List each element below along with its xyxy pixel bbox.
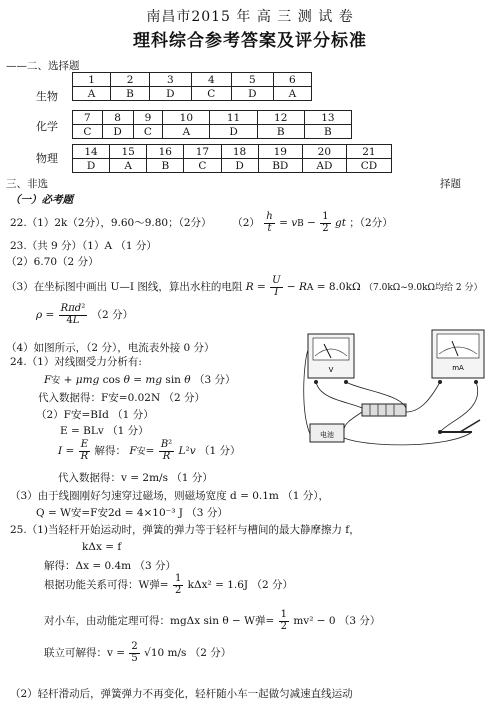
table-cell: 11 [210,111,257,125]
q24-part2a: （2）F安=BId （1 分） [36,409,154,421]
table-cell: C [184,159,221,173]
q25-eq3-pre: 根据功能关系可得：W弹= [44,579,169,591]
table-cell: BD [258,159,302,173]
q25-fraction-two-fifths: $\frac{2}{5}$ [131,641,138,664]
milliammeter-label: mA [452,364,464,372]
table-cell: 13 [304,111,351,125]
q25-eq2: 解得：Δx = 0.4m （3 分） [44,560,176,572]
table-cell: D [221,159,258,173]
q22-part2-pre: （2） [232,217,260,229]
q24-eq1-formula: F安 + μmg cos θ = mg sin θ [44,374,191,386]
table-cell: A [273,87,311,101]
page-title: 南昌市2015 年 高 三 测 试 卷 [146,9,354,25]
q23-rho-formula: ρ = $\frac{\text{Rπd²}}{4L}$ （2 分） [36,303,134,326]
q24-fraction-e-r: $\frac{E}{R}$ [80,439,89,462]
table-cell: B [147,159,184,173]
table-cell: 3 [149,73,191,87]
switch [438,420,480,434]
table-cell: 10 [163,111,210,125]
table-cell: A [163,125,210,139]
q25-eq4-pre: 对小车，由动能定理可得：mgΔx sin θ − W弹= [44,615,275,627]
chem-answer-table [72,110,352,139]
table-cell: 2 [111,73,150,87]
q24-eq1-score: （3 分） [193,374,236,386]
table-cell: AD [302,159,346,173]
table-cell: D [73,159,110,173]
table-row [73,73,312,87]
section-free-label: 三、非选 [6,178,48,190]
q24-part3: （3）由于线圈刚好匀速穿过磁场，则磁场宽度 d = 0.1m （1 分）， [10,490,329,502]
q24-fraction-b2-r: $\frac{\text{B²}}{R}$ [160,439,173,462]
q23-head: 23.（共 9 分）（1）A （1 分） [10,240,157,252]
q23-rho-score: （2 分） [91,309,134,321]
q24-part2b: E = BLv （1 分） [60,425,149,437]
q22-part2-post: ；（2分） [349,217,393,229]
table-cell: 18 [221,145,258,159]
q23-part3: （3）在坐标图中画出 U—I 图线，算出水柱的电阻 R = $\frac{U}{I}$ − RA = 8.0kΩ （7.0kΩ~9.0kΩ均给 2 分） [6,275,483,298]
q23-part4: （4）如图所示，（2 分），电流表外接 0 分） [6,342,215,354]
q24-head: 24.（1）对线圈受力分析有: [10,356,142,368]
table-row [73,145,392,159]
q22-eq-vb: = vB − [279,217,316,229]
chem-label: 化学 [36,120,58,133]
battery [310,424,344,442]
table-cell: 15 [110,145,147,159]
table-cell: D [231,87,273,101]
bio-label: 生物 [36,90,58,103]
table-cell: 12 [257,111,304,125]
q22-fraction-half: $\frac{1}{2}$ [322,211,329,234]
table-cell: 14 [73,145,110,159]
table-cell: 19 [258,145,302,159]
q24-eq2: 代入数据得：F安=0.02N （2 分） [38,392,206,404]
table-cell: 9 [133,111,163,125]
q23-fraction-rho: $\frac{\text{Rπd²}}{4L}$ [60,303,86,326]
q23-part3-post: （7.0kΩ~9.0kΩ均给 2 分） [364,283,483,293]
section-free-label-right: 择题 [440,178,461,190]
section-choice-text: 二、选择题 [27,60,80,72]
table-cell: 6 [273,73,311,87]
table-cell: CD [346,159,391,173]
q22-fraction-h-t: $\frac{h}{t}$ [266,211,273,234]
table-row [73,125,352,139]
table-cell: A [110,159,147,173]
table-cell: 16 [147,145,184,159]
q25-eq3 [44,574,293,596]
q25-eq5-pre: 联立可解得：v = [44,647,126,659]
bio-answer-table [72,72,312,101]
table-cell: D [210,125,257,139]
q23-fraction-u-i: $\frac{U}{I}$ [272,275,281,298]
q22-part1: 22.（1）2k（2分），9.60～9.80；（2分） [10,217,212,229]
q22-eq-gt: gt [334,217,346,229]
table-cell: B [304,125,351,139]
table-cell: C [191,87,231,101]
table-cell: 20 [302,145,346,159]
table-cell: C [73,125,103,139]
q25-fraction-half-a: $\frac{1}{2}$ [174,573,182,596]
q23-part3-pre: （3）在坐标图中画出 U—I 图线，算出水柱的电阻 [6,281,243,293]
q25-eq3-post: kΔx² = 1.6J （2 分） [187,579,293,591]
q22-line [10,212,393,234]
q25-eq4-post: mv² − 0 （3 分） [293,615,381,627]
table-cell: 8 [102,111,133,125]
table-cell: B [257,125,304,139]
q25-eq4 [44,610,380,632]
table-cell: B [111,87,150,101]
page-subtitle: 理科综合参考答案及评分标准 [133,31,367,51]
q23-part2: （2）6.70（2 分） [6,256,99,268]
q24-part3b: Q = W安=F安2d = 4×10⁻³ J （3 分） [36,507,228,519]
milliammeter [432,330,484,384]
q25-eq1: kΔx = f [82,541,122,553]
q25-head: 25.（1)当轻杆开始运动时，弹簧的弹力等于轻杆与槽间的最大静摩擦力 f， [10,524,360,536]
voltmeter-label: V [328,366,334,374]
table-row [73,87,312,101]
q24-part2d: 代入数据得：v = 2m/s （1 分） [58,472,213,484]
table-cell: 17 [184,145,221,159]
table-cell: C [133,125,163,139]
voltmeter [308,334,354,384]
table-cell: A [73,87,111,101]
table-cell: 4 [191,73,231,87]
q24-part2c: I = $\frac{E}{R}$ 解得： F安= $\frac{\text{B²}}{R}$ L²v （1 分） [58,439,241,462]
q25-eq5 [44,642,231,664]
battery-label: 电池 [320,431,334,439]
phys-answer-table [72,144,392,173]
q25-eq5-post: √10 m/s （2 分） [144,647,232,659]
table-cell: 1 [73,73,111,87]
q24-part2c-mid: 解得： [94,445,127,457]
phys-label: 物理 [36,152,58,165]
table-row [73,159,392,173]
table-cell: D [149,87,191,101]
table-cell: 21 [346,145,391,159]
q25-part2: （2）轻杆滑动后，弹簧弹力不再变化，轻杆随小车一起做匀减速直线运动 [10,688,353,700]
water-column [362,404,406,416]
q24-eq1 [44,372,235,387]
table-cell: 5 [231,73,273,87]
q24-part2c-score: （1 分） [199,445,241,457]
section-choice-label [6,58,80,73]
q23-r-symbol: R [245,281,254,293]
table-row [73,111,352,125]
circuit-figure [300,320,496,460]
q23-eq-result: − RA = 8.0kΩ [286,281,361,293]
section-choice-dash: —— [6,60,27,72]
table-cell: 7 [73,111,103,125]
required-heading: （一）必考题 [10,194,73,206]
q25-fraction-half-b: $\frac{1}{2}$ [280,609,287,632]
table-cell: D [102,125,133,139]
